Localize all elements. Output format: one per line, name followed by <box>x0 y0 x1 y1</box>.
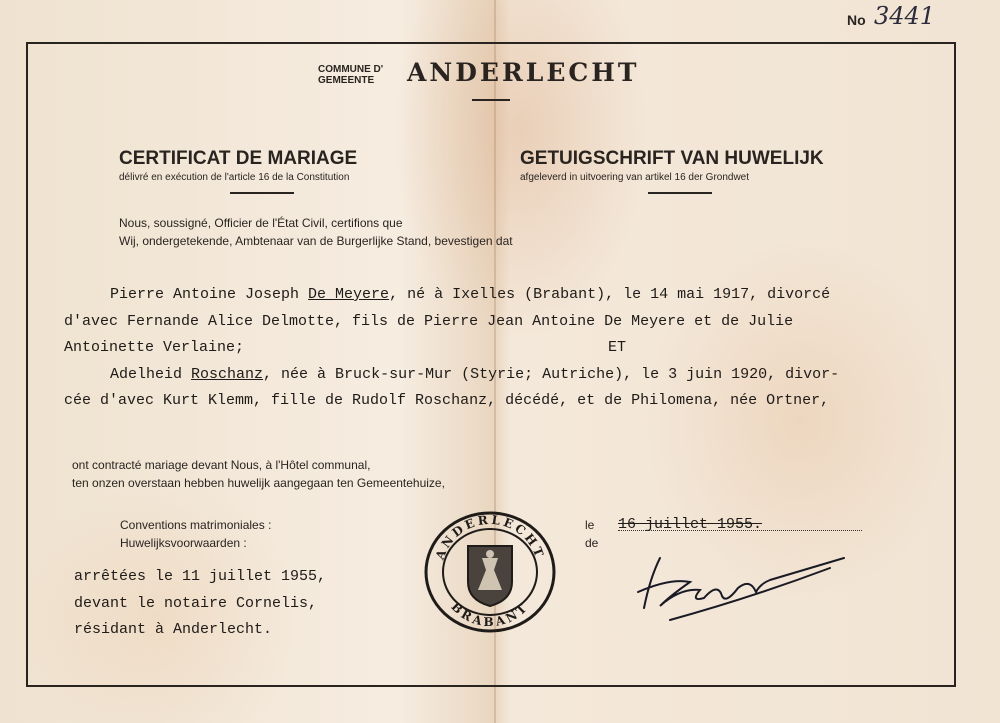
header-rule <box>472 99 510 101</box>
conventions-line-2: devant le notaire Cornelis, <box>74 595 318 612</box>
title-nl: GETUIGSCHRIFT VAN HUWELIJK <box>520 148 824 169</box>
body-line-5: cée d'avec Kurt Klemm, fille de Rudolf Roschanz, décédé, et de Philomena, née Ortner, <box>64 392 830 409</box>
signature <box>630 548 850 628</box>
groom-surname: De Meyere <box>308 286 390 303</box>
intro-fr: Nous, soussigné, Officier de l'État Civil, certifions que <box>119 216 403 230</box>
commune-fr: COMMUNE D' <box>318 64 384 75</box>
number-label: No <box>847 12 866 28</box>
contract-nl: ten onzen overstaan hebben huwelijk aangegaan ten Gemeentehuize, <box>72 476 445 490</box>
certificate-number: 3441 <box>874 2 936 30</box>
date-value: 16 juillet 1955. <box>618 516 763 533</box>
subtitle-fr: délivré en exécution de l'article 16 de la Constitution <box>119 172 350 183</box>
body-line-2: d'avec Fernande Alice Delmotte, fils de Pierre Jean Antoine De Meyere et de Julie <box>64 313 794 330</box>
body-line-1: Pierre Antoine Joseph De Meyere, né à Ixelles (Brabant), le 14 mai 1917, divorcé <box>74 286 831 303</box>
seal-bottom-text: BRABANT <box>448 599 532 629</box>
body-line-4: Adelheid Roschanz, née à Bruck-sur-Mur (Styrie; Autriche), le 3 juin 1920, divor- <box>74 366 840 383</box>
intro-nl: Wij, ondergetekende, Ambtenaar van de Burgerlijke Stand, bevestigen dat <box>119 234 513 248</box>
body-line-3: Antoinette Verlaine; <box>64 339 245 356</box>
date-dotted-line <box>618 529 862 531</box>
conventions-label-fr: Conventions matrimoniales : <box>120 518 272 532</box>
date-le: le <box>585 518 595 532</box>
title-fr-rule <box>230 192 294 194</box>
town-name: ANDERLECHT <box>407 58 640 87</box>
body-et: ET <box>608 339 627 356</box>
date-de: de <box>585 536 599 550</box>
conventions-line-1: arrêtées le 11 juillet 1955, <box>74 568 327 585</box>
title-nl-rule <box>648 192 712 194</box>
conventions-label-nl: Huwelijksvoorwaarden : <box>120 536 247 550</box>
conventions-line-3: résidant à Anderlecht. <box>74 621 273 638</box>
subtitle-nl: afgeleverd in uitvoering van artikel 16 der Grondwet <box>520 172 750 183</box>
municipal-seal <box>422 510 558 634</box>
title-fr: CERTIFICAT DE MARIAGE <box>119 148 358 169</box>
contract-fr: ont contracté mariage devant Nous, à l'Hôtel communal, <box>72 458 371 472</box>
bride-surname: Roschanz <box>191 366 264 383</box>
commune-label <box>318 64 383 86</box>
commune-nl: GEMEENTE <box>318 75 375 86</box>
seal-top-text: ANDERLECHT <box>432 512 548 562</box>
